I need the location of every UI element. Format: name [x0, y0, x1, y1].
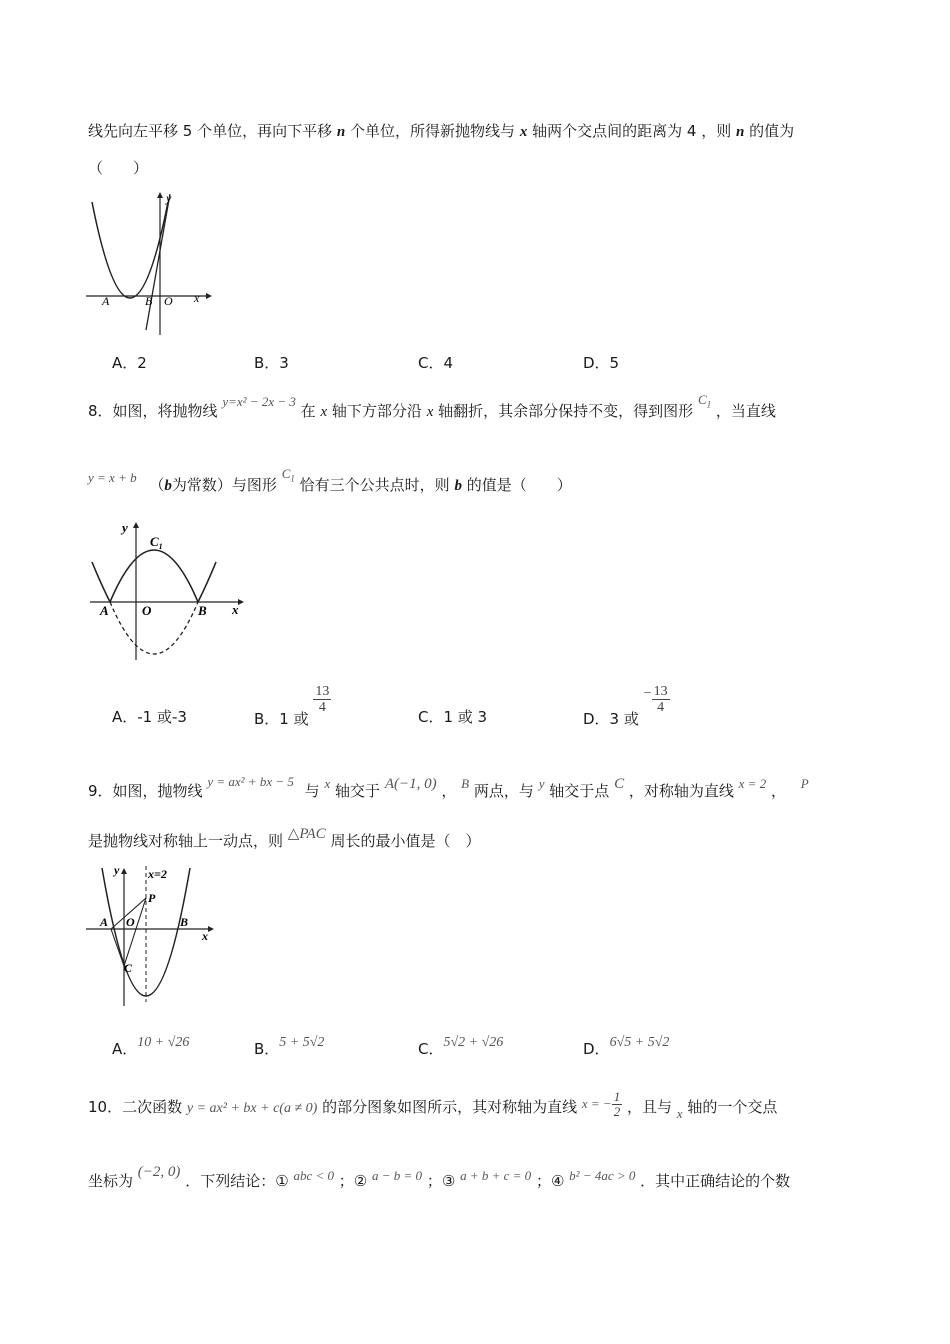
- q8-line2: y = x + b （b为常数）与图形 $C_1$ 恰有三个公共点时，则 b 的值是（ ）: [88, 466, 572, 494]
- q7-label-x: x: [194, 291, 200, 305]
- q9-label-A: A: [100, 915, 109, 929]
- q7-y-arrow: [157, 192, 163, 198]
- q7-figure: [84, 190, 214, 340]
- q10-conclusion-2: a − b = 0: [372, 1168, 423, 1183]
- q10-conclusion-4: b² − 4ac > 0: [569, 1168, 636, 1183]
- q7-option-c: C．4: [418, 354, 454, 372]
- q9-option-c: C．5√2 + √26: [418, 1035, 504, 1058]
- q8-right-branch: [198, 562, 216, 602]
- q8-dashed-arc: [110, 602, 198, 654]
- q7-label-B: B: [145, 294, 153, 308]
- q9-segment-ac: [111, 929, 124, 966]
- q8-option-b-frac: $\frac{13}{4}$: [315, 684, 330, 716]
- q9-label-B: B: [180, 915, 189, 929]
- q8-option-b: B．1 或 $\frac{13}{4}$: [254, 684, 330, 729]
- q9-option-d: D．6√5 + 5√2: [583, 1035, 670, 1058]
- q9-y-arrow: [121, 868, 127, 874]
- q8-x-arrow: [238, 599, 244, 605]
- q9-label-y: y: [114, 863, 120, 877]
- q8-label-A: A: [100, 603, 109, 618]
- q7-line: [146, 194, 170, 330]
- q10-conclusion-1: abc < 0: [293, 1168, 334, 1183]
- q8-option-a: A．-1 或-3: [112, 708, 187, 726]
- q9-label-axis: x=2: [148, 867, 167, 881]
- q9-line1: 9．如图，抛物线 y = ax² + bx − 5 与 x 轴交于 A(−1, 0) ， B 两点，与 y 轴交于点 C ，对称轴为直线 x = 2 ， P: [88, 774, 809, 800]
- q8-label-B: B: [198, 603, 207, 618]
- q9-label-x: x: [202, 929, 208, 943]
- q10-eq: y = ax² + bx + c(a ≠ 0): [186, 1100, 318, 1116]
- q7-bracket: （ ）: [88, 159, 149, 177]
- q10-line1: 10．二次函数 y = ax² + bx + c(a ≠ 0) 的部分图象如图所示，其对称轴为直线 x = − $\frac{1}{2}$ ，且与 x 轴的一个交点: [88, 1089, 778, 1121]
- q9-triangle: △PAC: [287, 826, 326, 842]
- q7-option-b: B．3: [254, 354, 289, 372]
- q9-label-P: P: [148, 891, 156, 905]
- q8-figure: [86, 518, 246, 663]
- q7-option-d: D．5: [583, 354, 620, 372]
- q9-label-O: O: [126, 915, 135, 929]
- q7-label-A: A: [102, 294, 110, 308]
- q8-option-d-frac: $\frac{13}{4}$: [653, 684, 668, 716]
- q7-line1: 线先向左平移 5 个单位，再向下平移 n 个单位，所得新抛物线与 x 轴两个交点间的距离为 4 ，则 n 的值为: [88, 122, 795, 140]
- q10-line2: 坐标为 (−2, 0) ．下列结论：① abc < 0 ；② a − b = 0 ；③ a + b + c = 0 ；④ b² − 4ac > 0 ．其中正确结论的个数: [88, 1164, 791, 1190]
- q8-left-branch: [92, 562, 110, 602]
- q8-option-c: C．1 或 3: [418, 708, 488, 726]
- q8-label-C1: $C_1$: [150, 534, 163, 551]
- q7-label-y: y: [166, 191, 172, 205]
- q8-label-O: O: [142, 603, 152, 618]
- q8-option-d: D．3 或 − $\frac{13}{4}$: [583, 684, 668, 729]
- q8-y-arrow: [133, 522, 139, 528]
- q9-eq: y = ax² + bx − 5: [207, 774, 294, 789]
- q10-axis: x = − $\frac{1}{2}$: [581, 1089, 621, 1120]
- q9-line2: 是抛物线对称轴上一动点，则 △PAC 周长的最小值是（ ）: [88, 826, 481, 850]
- q7-parabola: [92, 202, 168, 298]
- q7-option-a: A．2: [112, 354, 147, 372]
- q9-option-b: B．5 + 5√2: [254, 1035, 325, 1058]
- q7-x-arrow: [206, 293, 212, 299]
- q8-c1: $C_1$: [697, 392, 712, 410]
- q9-point-a: A(−1, 0): [384, 776, 437, 792]
- q9-figure: [84, 862, 219, 1012]
- q8-line1: 8．如图，将抛物线 y=x² − 2x − 3 在 x 轴下方部分沿 x 轴翻折，其余部分保持不变，得到图形 $C_1$ ，当直线: [88, 392, 776, 420]
- q10-point: (−2, 0): [137, 1164, 181, 1180]
- q8-c2: $C_1$: [281, 466, 295, 484]
- q7-label-O: O: [164, 294, 173, 308]
- q8-label-x: x: [232, 602, 239, 617]
- q9-axis: x = 2: [738, 776, 767, 791]
- q9-x-arrow: [208, 926, 214, 932]
- q8-eq1: y=x² − 2x − 3: [222, 394, 296, 409]
- q8-flipped-arc: [110, 550, 198, 602]
- q9-label-C: C: [124, 961, 133, 975]
- q8-label-y: y: [122, 520, 128, 535]
- q8-option-d-sign: −: [643, 686, 652, 701]
- q10-conclusion-3: a + b + c = 0: [460, 1168, 532, 1183]
- q9-option-a: A．10 + √26: [112, 1035, 190, 1058]
- q8-eq2: y = x + b: [88, 470, 137, 485]
